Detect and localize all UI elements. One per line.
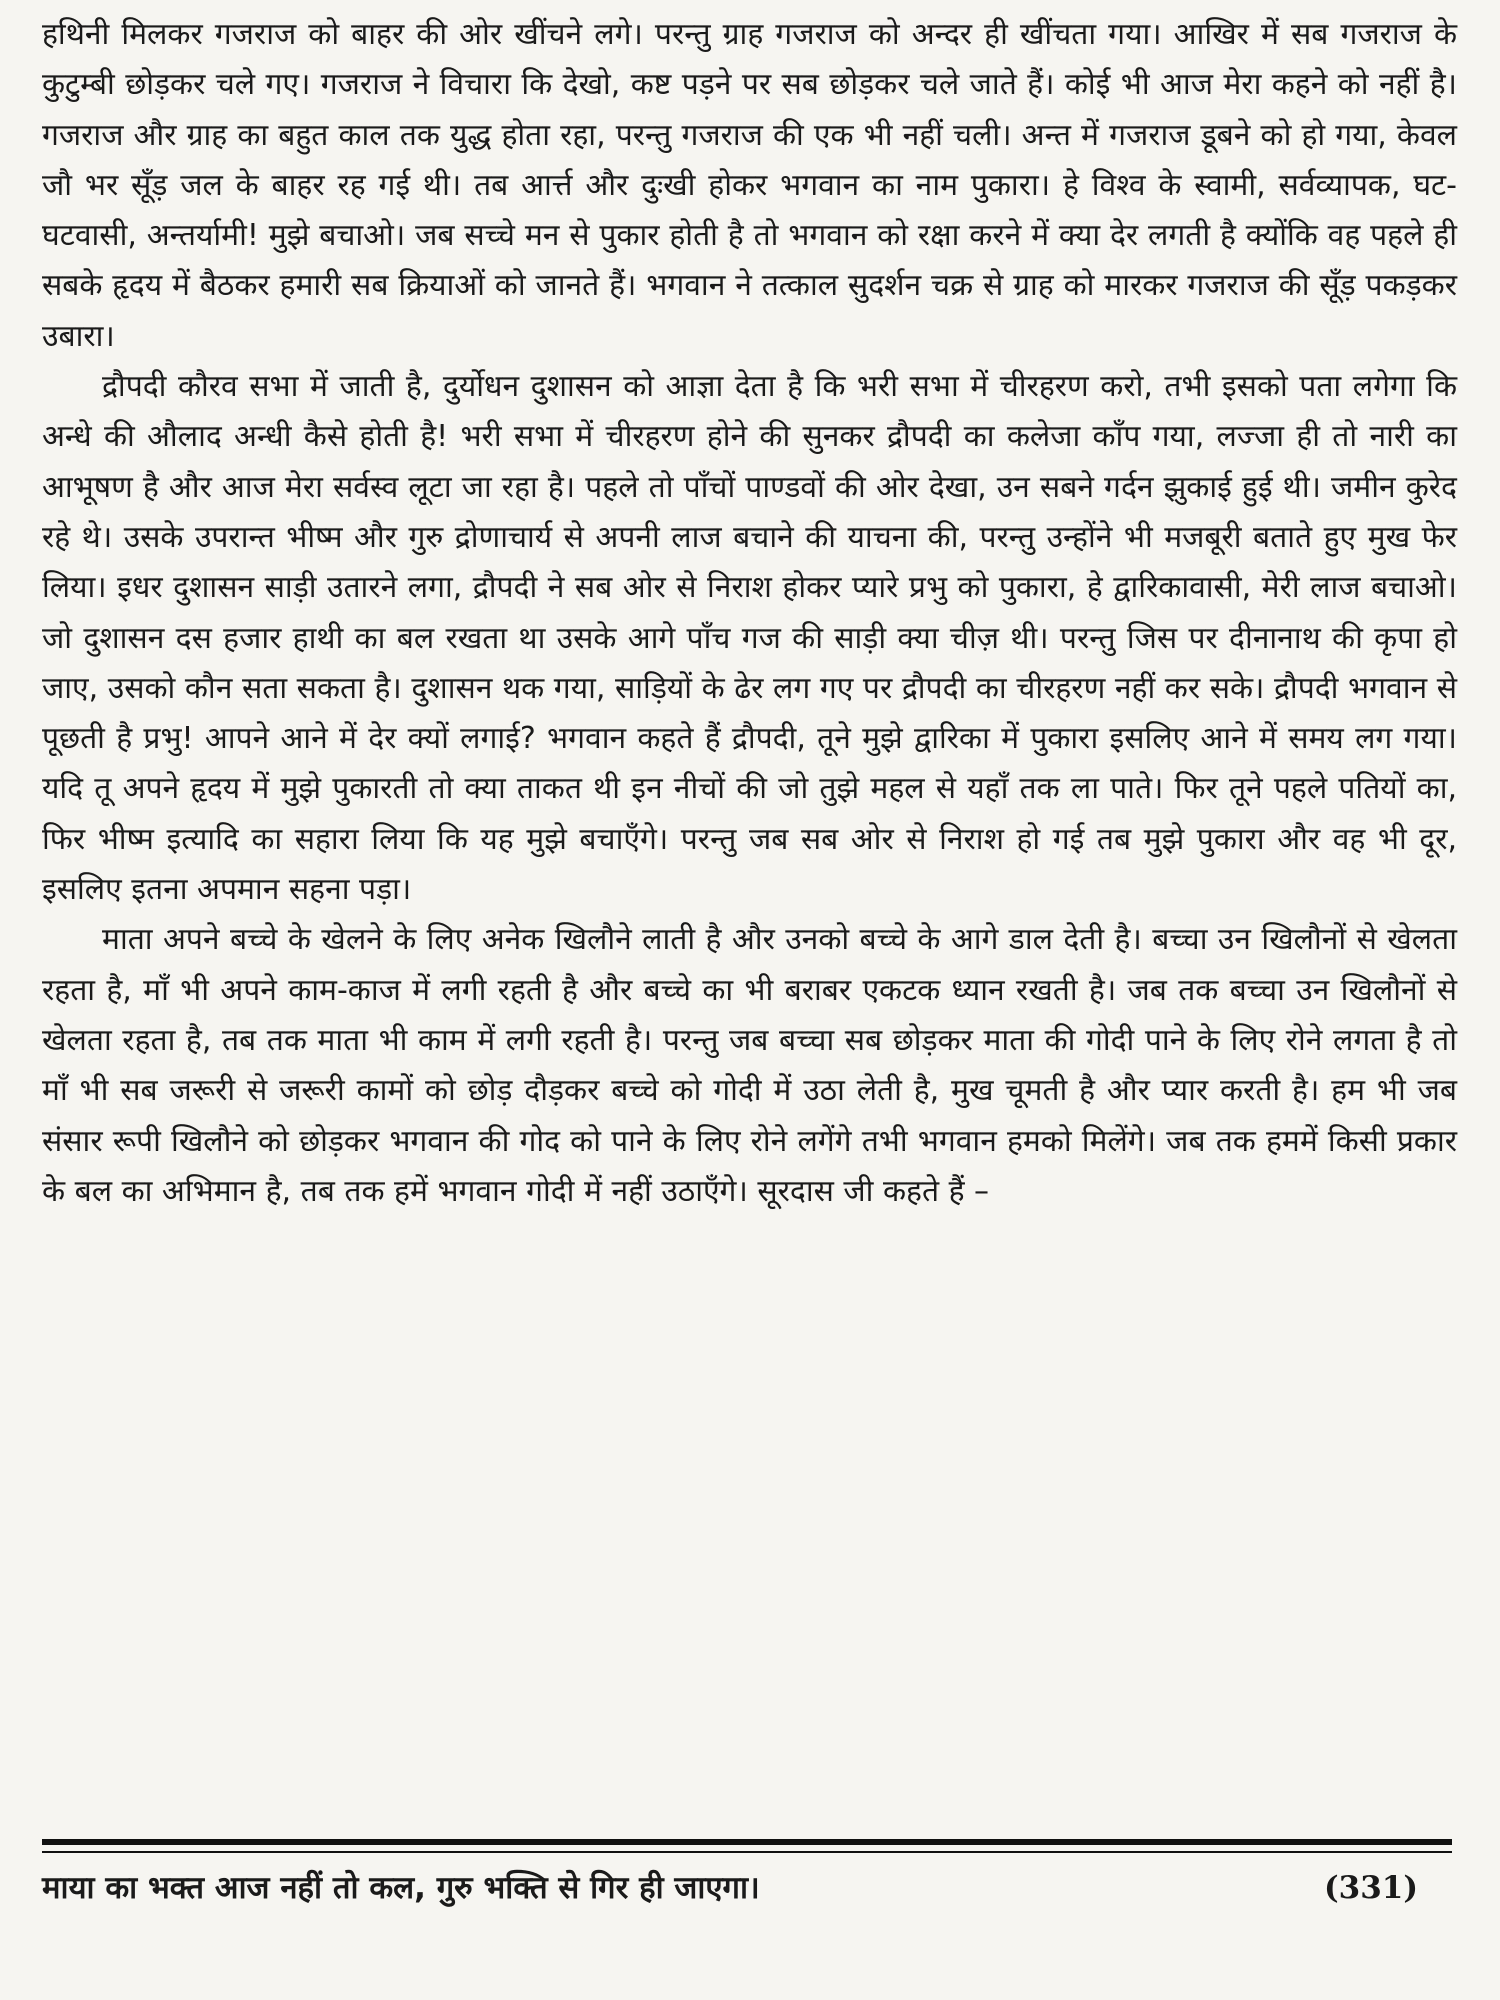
footer-motto: माया का भक्त आज नहीं तो कल, गुरु भक्ति से गिर ही जाएगा।	[42, 1870, 760, 1906]
paragraph-mother-child: माता अपने बच्चे के खेलने के लिए अनेक खिलौने लाती है और उनको बच्चे के आगे डाल देती है। बच्चा उन खिलौनों से खेलता रहता है, माँ भी अपने काम-काज में लगी रहती है और बच्चे का भी बराबर एकटक ध्यान रखती है। जब तक बच्चा उन खिलौनों से खेलता रहता है, तब तक माता भी काम में लगी रहती है। परन्तु जब बच्चा सब छोड़कर माता की गोदी पाने के लिए रोने लगता है तो माँ भी सब जरूरी से जरूरी कामों को छोड़ दौड़कर बच्चे को गोदी में उठा लेती है, मुख चूमती है और प्यार करती है। हम भी जब संसार रूपी खिलौने को छोड़कर भगवान की गोद को पाने के लिए रोने लगेंगे तभी भगवान हमको मिलेंगे। जब तक हममें किसी प्रकार के बल का अभिमान है, तब तक हमें भगवान गोदी में नहीं उठाएँगे। सूरदास जी कहते हैं –	[42, 922, 1457, 1209]
paragraph-draupadi: द्रौपदी कौरव सभा में जाती है, दुर्योधन दुशासन को आज्ञा देता है कि भरी सभा में चीरहरण करो, तभी इसको पता लगेगा कि अन्धे की औलाद अन्धी कैसे होती है! भरी सभा में चीरहरण होने की सुनकर द्रौपदी का कलेजा काँप गया, लज्जा ही तो नारी का आभूषण है और आज मेरा सर्वस्व लूटा जा रहा है। पहले तो पाँचों पाण्डवों की ओर देखा, उन सबने गर्दन झुकाई हुई थी। जमीन कुरेद रहे थे। उसके उपरान्त भीष्म और गुरु द्रोणाचार्य से अपनी लाज बचाने की याचना की, परन्तु उन्होंने भी मजबूरी बताते हुए मुख फेर लिया। इधर दुशासन साड़ी उतारने लगा, द्रौपदी ने सब ओर से निराश होकर प्यारे प्रभु को पुकारा, हे द्वारिकावासी, मेरी लाज बचाओ। जो दुशासन दस हजार हाथी का बल रखता था उसके आगे पाँच गज की साड़ी क्या चीज़ थी। परन्तु जिस पर दीनानाथ की कृपा हो जाए, उसको कौन सता सकता है। दुशासन थक गया, साड़ियों के ढेर लग गए पर द्रौपदी का चीरहरण नहीं कर सके। द्रौपदी भगवान से पूछती है प्रभु! आपने आने में देर क्यों लगाई? भगवान कहते हैं द्रौपदी, तूने मुझे द्वारिका में पुकारा इसलिए आने में समय लग गया। यदि तू अपने हृदय में मुझे पुकारती तो क्या ताकत थी इन नीचों की जो तुझे महल से यहाँ तक ला पाते। फिर तूने पहले पतियों का, फिर भीष्म इत्यादि का सहारा लिया कि यह मुझे बचाएँगे। परन्तु जब सब ओर से निराश हो गई तब मुझे पुकारा और वह भी दूर, इसलिए इतना अपमान सहना पड़ा।	[42, 369, 1457, 908]
footer-divider-thin	[42, 1851, 1452, 1853]
footer-divider-thick	[42, 1839, 1452, 1845]
paragraph-gajraj: हथिनी मिलकर गजराज को बाहर की ओर खींचने लगे। परन्तु ग्राह गजराज को अन्दर ही खींचता गया। आखिर में सब गजराज के कुटुम्बी छोड़कर चले गए। गजराज ने विचारा कि देखो, कष्ट पड़ने पर सब छोड़कर चले जाते हैं। कोई भी आज मेरा कहने को नहीं है। गजराज और ग्राह का बहुत काल तक युद्ध होता रहा, परन्तु गजराज की एक भी नहीं चली। अन्त में गजराज डूबने को हो गया, केवल जौ भर सूँड़ जल के बाहर रह गई थी। तब आर्त्त और दुःखी होकर भगवान का नाम पुकारा। हे विश्व के स्वामी, सर्वव्यापक, घट-घटवासी, अन्तर्यामी! मुझे बचाओ। जब सच्चे मन से पुकार होती है तो भगवान को रक्षा करने में क्या देर लगती है क्योंकि वह पहले ही सबके हृदय में बैठकर हमारी सब क्रियाओं को जानते हैं। भगवान ने तत्काल सुदर्शन चक्र से ग्राह को मारकर गजराज की सूँड़ पकड़कर उबारा।	[42, 17, 1457, 354]
page-number: (331)	[1324, 1870, 1419, 1906]
page-body-text	[42, 10, 1457, 1217]
